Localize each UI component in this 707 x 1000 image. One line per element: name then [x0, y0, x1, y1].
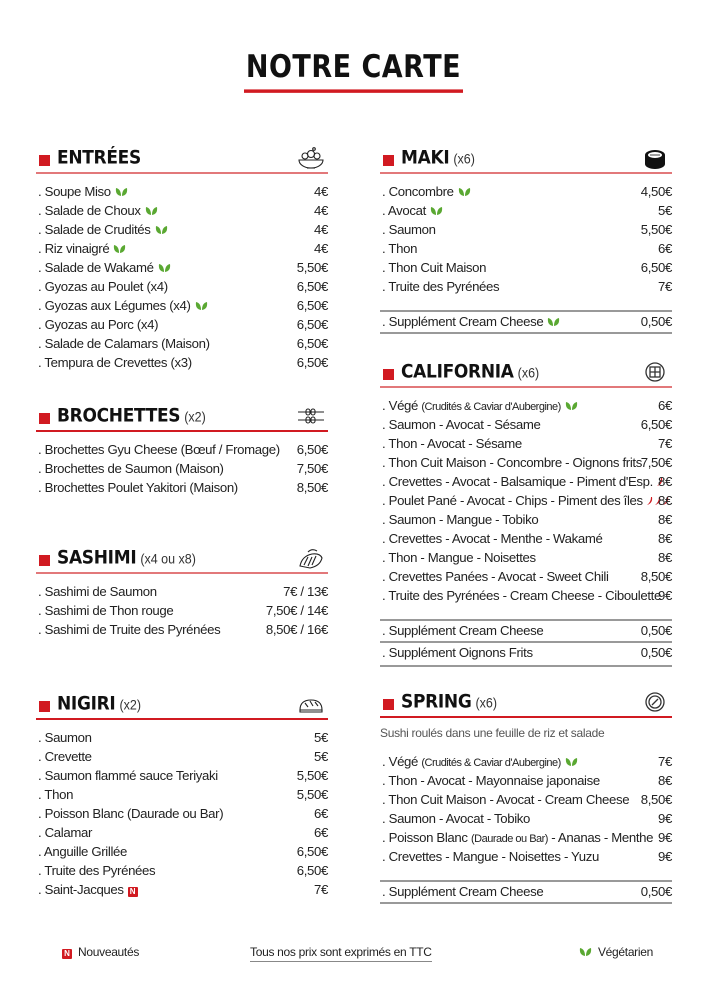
item-price: 0,50€ [640, 623, 672, 638]
item-price: 6€ [314, 806, 328, 821]
supplement-item [380, 643, 672, 667]
red-square-icon [383, 369, 394, 380]
item-name: . Supplément Cream Cheese [382, 884, 544, 899]
menu-item [36, 277, 328, 296]
item-name: . Thon Cuit Maison [382, 260, 487, 275]
section-spring [380, 690, 672, 904]
item-price: 7,50€ [640, 455, 672, 470]
supplement-list [380, 619, 672, 667]
menu-item [380, 567, 672, 586]
item-name: . Truite des Pyrénées [382, 279, 500, 294]
section-title: CALIFORNIA [401, 360, 514, 384]
section-quantity: (x4 ou x8) [140, 551, 196, 567]
menu-item [36, 785, 328, 804]
item-name: . Végé (Crudités & Caviar d'Aubergine) [382, 396, 578, 417]
section-title: MAKI [401, 146, 450, 170]
item-name: . Thon - Mangue - Noisettes [382, 550, 536, 565]
leaf-icon [565, 401, 578, 411]
item-price: 5€ [314, 730, 328, 745]
item-name: . Thon [38, 787, 74, 802]
section-title: BROCHETTES [57, 404, 181, 428]
item-price: 4€ [314, 184, 328, 199]
item-price: 8€ [658, 550, 672, 565]
item-name: . Truite des Pyrénées [38, 863, 156, 878]
menu-item [36, 861, 328, 880]
item-price: 5€ [314, 749, 328, 764]
item-name: . Saumon [38, 730, 92, 745]
item-name: . Supplément Oignons Frits [382, 645, 533, 660]
leaf-icon [155, 225, 168, 235]
page-title: NOTRE CARTE [244, 49, 463, 93]
item-name: . Sashimi de Saumon [38, 584, 157, 599]
item-price: 8,50€ [640, 792, 672, 807]
item-price: 8€ [658, 493, 672, 508]
menu-item [380, 258, 672, 277]
legend-veg-label: Végétarien [597, 945, 653, 959]
item-price: 6€ [658, 241, 672, 256]
item-list [380, 752, 672, 866]
menu-item [380, 220, 672, 239]
item-price: 0,50€ [640, 314, 672, 329]
item-price: 8€ [658, 474, 672, 489]
item-name: . Saumon [382, 222, 436, 237]
item-name: . Saumon - Mangue - Tobiko [382, 512, 539, 527]
menu-item [380, 828, 672, 847]
menu-item [36, 620, 328, 639]
item-name: . Saumon - Avocat - Tobiko [382, 811, 531, 826]
item-price: 0,50€ [640, 645, 672, 660]
item-name: . Brochettes Poulet Yakitori (Maison) [38, 480, 238, 495]
menu-item [380, 586, 672, 605]
item-name: . Truite des Pyrénées - Cream Cheese - Ciboulette [382, 588, 661, 603]
menu-item [36, 182, 328, 201]
section-quantity: (x2) [119, 697, 141, 713]
item-name: . Gyozas au Poulet (x4) [38, 279, 168, 294]
item-price: 6,50€ [296, 863, 328, 878]
item-name: . Poulet Pané - Avocat - Chips - Piment des îles [382, 491, 670, 510]
leaf-icon [113, 244, 126, 254]
item-price: 5,50€ [640, 222, 672, 237]
section-title: SPRING [401, 690, 472, 714]
item-price: 8€ [658, 773, 672, 788]
menu-item [36, 728, 328, 747]
section-header [380, 690, 672, 718]
menu-item [380, 847, 672, 866]
section-header [36, 146, 328, 174]
menu-item [36, 747, 328, 766]
menu-item [380, 434, 672, 453]
menu-item [380, 453, 672, 472]
item-price: 6,50€ [640, 417, 672, 432]
item-price: 9€ [658, 830, 672, 845]
menu-item [36, 201, 328, 220]
item-price: 9€ [658, 811, 672, 826]
item-name: . Crevette [38, 749, 92, 764]
chili-icon [646, 496, 654, 506]
item-price: 4€ [314, 203, 328, 218]
section-quantity: (x6) [517, 365, 540, 381]
maki-roll-icon [640, 146, 670, 172]
leaf-icon [547, 317, 560, 327]
leaf-icon [430, 206, 443, 216]
item-price: 8,50€ [296, 480, 328, 495]
item-list [36, 440, 328, 497]
nigiri-icon [296, 692, 326, 718]
item-name: . Saumon - Avocat - Sésame [382, 417, 541, 432]
item-name: . Poisson Blanc (Daurade ou Bar) [38, 806, 224, 821]
item-name: . Supplément Cream Cheese [382, 623, 544, 638]
menu-item [380, 201, 672, 220]
leaf-icon [195, 301, 208, 311]
section-title: SASHIMI [57, 546, 137, 570]
section-title: NIGIRI [57, 692, 116, 716]
sashimi-icon [296, 546, 326, 572]
red-square-icon [39, 413, 50, 424]
red-square-icon [383, 155, 394, 166]
section-california [380, 360, 672, 667]
leaf-icon [158, 263, 171, 273]
item-price: 6,50€ [296, 279, 328, 294]
supplement-item [380, 619, 672, 643]
item-name: . Saumon flammé sauce Teriyaki [38, 768, 218, 783]
item-name: . Crevettes - Avocat - Balsamique - Piment d'Esp. [382, 472, 664, 491]
item-price: 7€ [314, 882, 328, 897]
supplement-list [380, 880, 672, 904]
menu-item [36, 823, 328, 842]
menu-item [36, 353, 328, 372]
section-header [36, 692, 328, 720]
menu-item [380, 277, 672, 296]
item-name: . Saint-Jacques N [38, 880, 138, 899]
item-name: . Thon - Avocat - Mayonnaise japonaise [382, 773, 600, 788]
legend-new [62, 945, 139, 959]
item-price: 5,50€ [296, 787, 328, 802]
section-quantity: (x6) [453, 151, 475, 167]
item-name: . Brochettes de Saumon (Maison) [38, 461, 224, 476]
legend-footer [0, 943, 707, 963]
salad-bowl-icon [296, 146, 326, 172]
item-price: 5€ [658, 203, 672, 218]
item-price: 7,50€ [296, 461, 328, 476]
item-name: . Thon Cuit Maison - Avocat - Cream Cheese [382, 792, 630, 807]
item-name: . Anguille Grillée [38, 844, 127, 859]
item-name: . Supplément Cream Cheese [382, 312, 560, 332]
menu-item [36, 804, 328, 823]
section-quantity: (x2) [184, 409, 206, 425]
menu-item [380, 491, 672, 510]
item-list [36, 182, 328, 372]
item-price: 4€ [314, 222, 328, 237]
menu-item [380, 510, 672, 529]
item-list [36, 728, 328, 899]
section-header [36, 404, 328, 432]
item-name: . Riz vinaigré [38, 239, 126, 258]
item-name: . Tempura de Crevettes (x3) [38, 355, 192, 370]
legend-vegetarian [579, 945, 653, 959]
item-name: . Sashimi de Thon rouge [38, 603, 174, 618]
menu-item [380, 771, 672, 790]
leaf-icon [145, 206, 158, 216]
item-name: . Avocat [382, 201, 443, 220]
menu-item [380, 809, 672, 828]
item-name: . Poisson Blanc (Daurade ou Bar) - Ananas - Menthe [382, 830, 654, 845]
skewer-icon [296, 404, 326, 430]
supplement-item [380, 880, 672, 904]
item-price: 6,50€ [296, 298, 328, 313]
item-price: 6€ [658, 398, 672, 413]
item-name: . Thon Cuit Maison - Concombre - Oignons frits [382, 455, 642, 470]
menu-item [380, 396, 672, 415]
menu-item [380, 790, 672, 809]
item-price: 6€ [314, 825, 328, 840]
item-name: . Thon - Avocat - Sésame [382, 436, 522, 451]
item-price: 7€ [658, 436, 672, 451]
item-price: 9€ [658, 849, 672, 864]
red-square-icon [39, 555, 50, 566]
menu-item [36, 239, 328, 258]
spring-roll-icon [640, 690, 670, 716]
item-price: 9€ [658, 588, 672, 603]
item-name: . Salade de Calamars (Maison) [38, 336, 210, 351]
item-name: . Crevettes - Mangue - Noisettes - Yuzu [382, 849, 599, 864]
section-maki [380, 146, 672, 334]
section-header [380, 146, 672, 174]
section-nigiri [36, 692, 328, 899]
legend-new-label: Nouveautés [78, 945, 140, 959]
item-price: 4,50€ [640, 184, 672, 199]
section-title: ENTRÉES [57, 146, 141, 170]
new-badge-icon: N [62, 949, 72, 959]
item-price: 6,50€ [296, 336, 328, 351]
item-name: . Salade de Choux [38, 201, 158, 220]
item-price: 7€ / 13€ [283, 584, 328, 599]
leaf-icon [565, 757, 578, 767]
item-name: . Végé (Crudités & Caviar d'Aubergine) [382, 752, 578, 773]
section-quantity: (x6) [475, 695, 498, 711]
item-price: 8,50€ / 16€ [265, 622, 328, 637]
item-price: 6,50€ [296, 355, 328, 370]
item-price: 6,50€ [640, 260, 672, 275]
item-price: 6,50€ [296, 442, 328, 457]
item-price: 0,50€ [640, 884, 672, 899]
item-name: . Calamar [38, 825, 93, 840]
section-sashimi [36, 546, 328, 639]
menu-item [36, 296, 328, 315]
item-price: 8€ [658, 512, 672, 527]
item-price: 8€ [658, 531, 672, 546]
menu-item [36, 880, 328, 899]
leaf-icon [115, 187, 128, 197]
item-name: . Crevettes - Avocat - Menthe - Wakamé [382, 531, 603, 546]
menu-item [380, 529, 672, 548]
supplement-item [380, 310, 672, 334]
item-price: 7€ [658, 754, 672, 769]
item-name: . Salade de Crudités [38, 220, 168, 239]
section-header [36, 546, 328, 574]
item-list [380, 396, 672, 605]
item-name: . Gyozas aux Légumes (x4) [38, 296, 208, 315]
section-brochettes [36, 404, 328, 497]
item-name: . Thon [382, 241, 418, 256]
menu-item [380, 548, 672, 567]
item-name: . Concombre [382, 182, 471, 201]
california-roll-icon [640, 360, 670, 386]
supplement-list [380, 310, 672, 334]
section-entrees [36, 146, 328, 372]
menu-item [36, 315, 328, 334]
item-price: 8,50€ [640, 569, 672, 584]
item-price: 6,50€ [296, 844, 328, 859]
red-square-icon [39, 155, 50, 166]
menu-item [380, 182, 672, 201]
new-badge-icon: N [128, 887, 138, 897]
menu-item [36, 842, 328, 861]
menu-item [380, 239, 672, 258]
item-price: 4€ [314, 241, 328, 256]
menu-item [36, 334, 328, 353]
menu-item [36, 459, 328, 478]
menu-item [380, 415, 672, 434]
item-name: . Gyozas au Porc (x4) [38, 317, 159, 332]
menu-item [380, 752, 672, 771]
menu-item [380, 472, 672, 491]
item-price: 5,50€ [296, 768, 328, 783]
section-subtitle: Sushi roulés dans une feuille de riz et salade [380, 726, 605, 740]
menu-item [36, 258, 328, 277]
ttc-note: Tous nos prix sont exprimés en TTC [250, 945, 432, 962]
red-square-icon [39, 701, 50, 712]
leaf-icon [579, 947, 592, 957]
item-name: . Brochettes Gyu Cheese (Bœuf / Fromage) [38, 442, 280, 457]
item-list [36, 582, 328, 639]
item-list [380, 182, 672, 296]
red-square-icon [383, 699, 394, 710]
menu-item [36, 440, 328, 459]
item-price: 7,50€ / 14€ [265, 603, 328, 618]
menu-item [36, 766, 328, 785]
item-price: 5,50€ [296, 260, 328, 275]
item-price: 7€ [658, 279, 672, 294]
leaf-icon [458, 187, 471, 197]
menu-item [36, 582, 328, 601]
menu-item [36, 220, 328, 239]
item-price: 6,50€ [296, 317, 328, 332]
item-name: . Crevettes Panées - Avocat - Sweet Chili [382, 569, 609, 584]
menu-item [36, 601, 328, 620]
item-name: . Sashimi de Truite des Pyrénées [38, 622, 221, 637]
item-name: . Salade de Wakamé [38, 258, 171, 277]
menu-header [0, 49, 707, 90]
menu-item [36, 478, 328, 497]
item-name: . Soupe Miso [38, 182, 128, 201]
section-header [380, 360, 672, 388]
